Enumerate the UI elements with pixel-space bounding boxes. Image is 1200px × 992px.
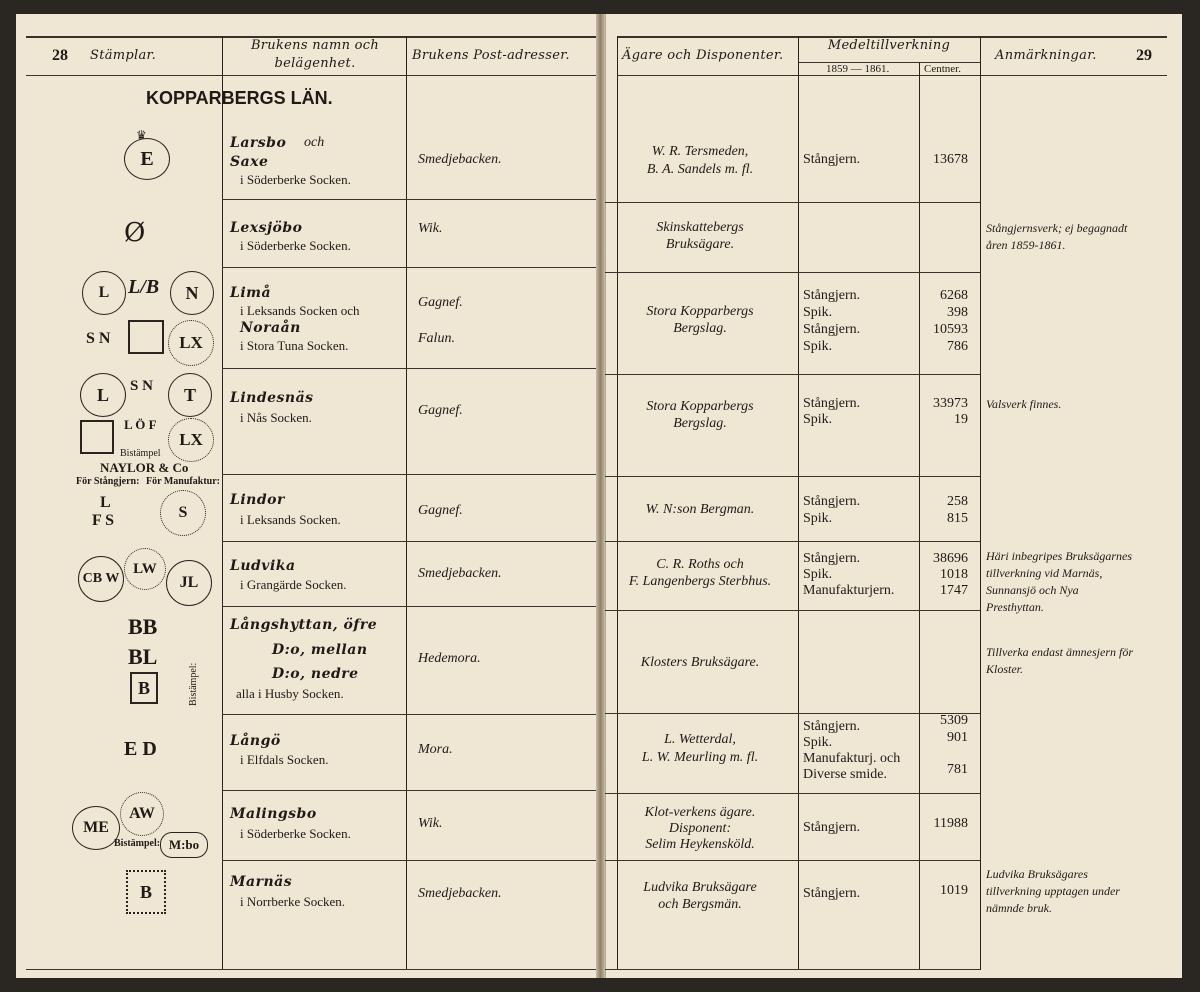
value: 786 [947,339,968,354]
product: Stångjern. [803,322,861,337]
stamp-lind-t: T [168,373,212,417]
parish: i Stora Tuna Socken. [240,338,349,353]
row-rule [222,474,596,475]
page-number-left: 28 [52,47,68,64]
header-stamplar: Stämplar. [90,48,157,63]
stamp-naylor: NAYLOR & Co [100,460,189,475]
post-address: Gagnef. [418,295,463,310]
parish: i Grangärde Socken. [240,577,347,592]
col-rule [798,36,799,970]
stamp-lang-bb: BB [128,614,158,639]
owner: Disponent: [668,821,732,836]
book-gutter [596,14,605,978]
bruk-name: Lindesnäs [230,390,314,406]
for-stangjern-label: För Stångjern: [76,476,140,487]
owner: Klosters Bruksägare. [640,655,760,670]
remark: Stångjernsverk; ej begagnadt åren 1859-1861. [986,221,1128,252]
bruk-name: Malingsbo [230,806,317,822]
row-rule [222,790,596,791]
value: 6268 [940,288,968,303]
value: 5309 [940,713,968,728]
row-rule [605,793,980,794]
header-bruk-1: Brukens namn och [250,38,380,53]
header-post: Brukens Post-adresser. [412,48,570,63]
remark: Häri inbegripes Bruksägarnes tillverkning vid Marnäs, Sunnansjö och Nya Presthyttan. [986,549,1132,614]
stamp-nora-lx: LX [168,320,214,366]
post-address: Smedjebacken. [418,566,502,581]
owner: C. R. Roths och [656,557,744,572]
stamp-lind-square [80,420,114,454]
value: 1747 [940,583,968,598]
stamp-larsbo: E [124,138,170,180]
parish: i Söderberke Socken. [240,172,351,187]
parish: i Norrberke Socken. [240,894,346,909]
region-title: KOPPARBERGS LÄN. [146,88,333,108]
stamp-lind-snx: S N [130,378,153,394]
post-address: Mora. [418,742,453,757]
row-rule [605,541,980,542]
owner: Skinskattebergs [656,220,744,235]
post-address: Hedemora. [418,651,481,666]
value: 781 [947,762,968,777]
stamp-lindor-s: S [160,490,206,536]
value: 11988 [933,816,968,831]
value: 33973 [933,396,968,411]
post-address: Wik. [418,816,443,831]
owner: W. N:son Bergman. [645,502,755,517]
bruk-name: Saxe [230,154,269,170]
bottom-rule [605,969,980,970]
header-rule [617,75,1167,76]
owner: F. Langenbergs Sterbhus. [628,574,772,589]
remark: Valsverk finnes. [986,397,1062,411]
product: Stångjern. [803,820,861,835]
parish: i Leksands Socken och [240,303,360,318]
product: Stångjern. [803,396,861,411]
post-address: Gagnef. [418,403,463,418]
header-years: 1859 — 1861. [826,63,890,75]
row-rule [222,267,596,268]
row-rule [605,860,980,861]
parish: alla i Husby Socken. [236,686,344,701]
value: 19 [954,412,968,427]
owner: Bergslag. [673,416,727,431]
owner: Selim Heykensköld. [645,837,755,852]
stamp-marnas: B [126,870,166,914]
row-rule [605,476,980,477]
value: 38696 [933,551,968,566]
value: 13678 [933,152,968,167]
value: 1018 [940,567,968,582]
post-address: Falun. [418,331,455,346]
parish: i Elfdals Socken. [240,752,329,767]
product: Spik. [803,567,833,582]
owner: W. R. Tersmeden, [651,144,749,159]
value: 258 [947,494,968,509]
owner: Stora Kopparbergs [646,304,754,319]
row-rule [605,202,980,203]
col-rule [980,36,981,970]
bruk-name: Ludvika [230,558,296,574]
owner: L. W. Meurling m. fl. [641,750,759,765]
owner: Klot-verkens ägare. [644,805,756,820]
row-rule [605,272,980,273]
bruk-name: Lindor [230,492,285,508]
bruk-name: Limå [230,285,272,301]
product: Stångjern. [803,551,861,566]
parish: i Nås Socken. [240,410,312,425]
row-rule [222,606,596,607]
product: Stångjern. [803,494,861,509]
stamp-lind-lof: L Ö F [124,417,157,432]
product: Stångjern. [803,288,861,303]
product: Spik. [803,412,833,427]
owner: och Bergsmän. [658,897,742,912]
parish: i Söderberke Socken. [240,826,351,841]
crown-icon: ♛ [136,128,147,142]
stamp-mal-mbo: M:bo [160,832,208,858]
page-number-right: 29 [1136,47,1152,64]
stamp-mal-me: ME [72,806,120,850]
header-centner: Centner. [924,63,961,75]
bistampel-label: Bistämpel [120,448,161,459]
col-rule [406,36,407,970]
remark: Tillverka endast ämnesjern för Kloster. [986,645,1133,676]
row-rule [222,199,596,200]
value: 10593 [933,322,968,337]
bruk-name: Noraån [240,320,301,336]
owner: B. A. Sandels m. fl. [646,162,754,177]
stamp-nora-square [128,320,164,354]
value: 398 [947,305,968,320]
owner: L. Wetterdal, [664,732,736,747]
bruk-name: D:o, nedre [272,666,359,682]
bistampel-vertical: Bistämpel: [188,662,199,706]
bruk-name: D:o, mellan [272,642,368,658]
post-address: Wik. [418,221,443,236]
stamp-lud-jl: JL [166,560,212,606]
remark: Ludvika Bruksägares tillverkning upptagen under nämnde bruk. [986,867,1120,915]
value: 1019 [940,883,968,898]
stamp-lima-n: N [170,271,214,315]
owner: Ludvika Bruksägare [643,880,757,895]
stamp-lind-lx: LX [168,418,214,462]
product: Stångjern. [803,719,861,734]
col-rule [222,36,223,970]
stamp-lang-b: B [130,672,158,704]
stamp-lind-l: L [80,373,126,417]
header-medel: Medeltillverkning [827,38,951,53]
stamp-nora-sn: S N [86,330,111,347]
stamp-lang-bl: BL [128,644,158,669]
product: Manufakturj. och [803,751,901,766]
product: Spik. [803,735,833,750]
value: 901 [947,730,968,745]
parish: i Söderberke Socken. [240,238,351,253]
row-rule [605,610,980,611]
stamp-lud-lw: LW [124,548,166,590]
value: 815 [947,511,968,526]
post-address: Gagnef. [418,503,463,518]
product: Diverse smide. [803,767,887,782]
row-rule [222,368,596,369]
post-address: Smedjebacken. [418,152,502,167]
product: Manufakturjern. [803,583,895,598]
stamp-lima-lb: L/B [128,276,160,298]
owner: Bruksägare. [665,237,735,252]
header-agare: Ägare och Disponenter. [622,48,784,63]
post-address: Smedjebacken. [418,886,502,901]
bruk-name: Lexsjöbo [230,220,303,236]
stamp-mal-aw: AW [120,792,164,836]
product: Spik. [803,511,833,526]
stamp-lima-l: L [82,271,126,315]
owner: Stora Kopparbergs [646,399,754,414]
bistampel-label: Bistämpel: [114,838,161,849]
product: Stångjern. [803,152,861,167]
bruk-name: Marnäs [230,874,293,890]
parish: i Leksands Socken. [240,512,341,527]
owner: Bergslag. [673,321,727,336]
bruk-name: Långshyttan, öfre [230,617,378,633]
bruk-name: Larsbo [230,135,287,151]
bruk-name: Långö [230,733,281,749]
product: Spik. [803,339,833,354]
bottom-rule [26,969,596,970]
header-anm: Anmärkningar. [995,48,1097,63]
bruk-name-suffix: och [304,135,325,150]
stamp-lexsjobo: Ø [124,218,146,248]
row-rule [222,714,596,715]
row-rule [605,374,980,375]
product: Stångjern. [803,886,861,901]
row-rule [222,541,596,542]
header-bruk-2: belägenhet. [274,56,356,71]
header-rule [26,75,596,76]
for-manufaktur-label: För Manufaktur: [146,476,220,487]
stamp-lindor-fs: F S [92,512,115,529]
stamp-lud-cbw: CB W [78,556,124,602]
row-rule [222,860,596,861]
stamp-lango-ed: E D [124,738,157,760]
stamp-lindor-l: L [100,494,111,511]
product: Spik. [803,305,833,320]
